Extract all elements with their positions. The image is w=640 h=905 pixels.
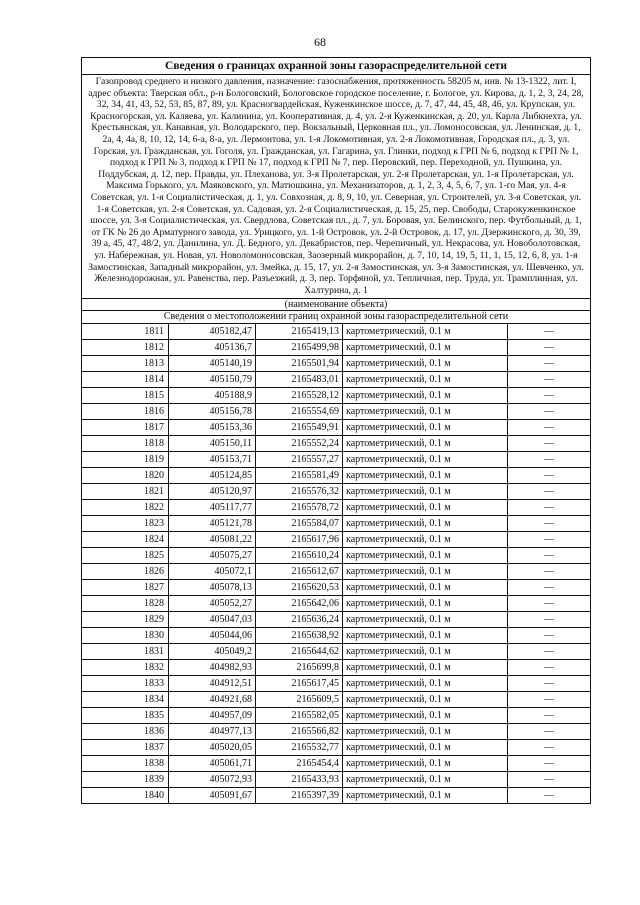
method-cell: картометрический, 0.1 м (343, 564, 508, 580)
x-coordinate-cell: 405182,47 (169, 324, 256, 340)
point-number-cell: 1811 (82, 324, 169, 340)
point-number-cell: 1832 (82, 660, 169, 676)
point-number-cell: 1838 (82, 756, 169, 772)
point-number-cell: 1823 (82, 516, 169, 532)
y-coordinate-cell: 2165644,62 (256, 644, 343, 660)
method-cell: картометрический, 0.1 м (343, 516, 508, 532)
table-row (82, 724, 590, 740)
y-coordinate-cell: 2165612,67 (256, 564, 343, 580)
y-coordinate-cell: 2165549,91 (256, 420, 343, 436)
table-row (82, 356, 590, 372)
y-coordinate-cell: 2165483,01 (256, 372, 343, 388)
description-cell: — (508, 724, 591, 740)
x-coordinate-cell: 405049,2 (169, 644, 256, 660)
method-cell: картометрический, 0.1 м (343, 660, 508, 676)
method-cell: картометрический, 0.1 м (343, 788, 508, 804)
point-number-cell: 1815 (82, 388, 169, 404)
point-number-cell: 1813 (82, 356, 169, 372)
point-number-cell: 1826 (82, 564, 169, 580)
x-coordinate-cell: 405124,85 (169, 468, 256, 484)
y-coordinate-cell: 2165566,82 (256, 724, 343, 740)
table-row (82, 500, 590, 516)
description-cell: — (508, 628, 591, 644)
method-cell: картометрический, 0.1 м (343, 420, 508, 436)
section-title: Сведения о местоположении границ охранной зоны газораспределительной сети (82, 311, 590, 324)
description-cell: — (508, 324, 591, 340)
x-coordinate-cell: 405052,27 (169, 596, 256, 612)
point-number-cell: 1827 (82, 580, 169, 596)
x-coordinate-cell: 404957,09 (169, 708, 256, 724)
table-row (82, 772, 590, 788)
y-coordinate-cell: 2165642,06 (256, 596, 343, 612)
description-cell: — (508, 548, 591, 564)
description-cell: — (508, 340, 591, 356)
x-coordinate-cell: 405120,97 (169, 484, 256, 500)
y-coordinate-cell: 2165501,94 (256, 356, 343, 372)
x-coordinate-cell: 405156,78 (169, 404, 256, 420)
method-cell: картометрический, 0.1 м (343, 612, 508, 628)
table-row (82, 644, 590, 660)
table-row (82, 452, 590, 468)
method-cell: картометрический, 0.1 м (343, 532, 508, 548)
point-number-cell: 1818 (82, 436, 169, 452)
table-row (82, 420, 590, 436)
x-coordinate-cell: 405117,77 (169, 500, 256, 516)
object-caption: (наименование объекта) (82, 299, 590, 311)
point-number-cell: 1821 (82, 484, 169, 500)
page-number: 68 (314, 35, 326, 49)
description-cell: — (508, 436, 591, 452)
y-coordinate-cell: 2165397,39 (256, 788, 343, 804)
description-cell: — (508, 788, 591, 804)
table-row (82, 388, 590, 404)
description-cell: — (508, 500, 591, 516)
point-number-cell: 1812 (82, 340, 169, 356)
description-cell: — (508, 452, 591, 468)
y-coordinate-cell: 2165582,05 (256, 708, 343, 724)
table-row (82, 692, 590, 708)
method-cell: картометрический, 0.1 м (343, 484, 508, 500)
table-row (82, 404, 590, 420)
y-coordinate-cell: 2165454,4 (256, 756, 343, 772)
description-cell: — (508, 388, 591, 404)
table-row (82, 740, 590, 756)
method-cell: картометрический, 0.1 м (343, 404, 508, 420)
y-coordinate-cell: 2165578,72 (256, 500, 343, 516)
method-cell: картометрический, 0.1 м (343, 500, 508, 516)
description-cell: — (508, 756, 591, 772)
point-number-cell: 1831 (82, 644, 169, 660)
y-coordinate-cell: 2165581,49 (256, 468, 343, 484)
description-cell: — (508, 516, 591, 532)
table-row (82, 548, 590, 564)
description-cell: — (508, 404, 591, 420)
y-coordinate-cell: 2165552,24 (256, 436, 343, 452)
point-number-cell: 1819 (82, 452, 169, 468)
table-row (82, 324, 590, 340)
method-cell: картометрический, 0.1 м (343, 644, 508, 660)
table-row (82, 372, 590, 388)
x-coordinate-cell: 405150,11 (169, 436, 256, 452)
description-cell: — (508, 468, 591, 484)
x-coordinate-cell: 405121,78 (169, 516, 256, 532)
point-number-cell: 1822 (82, 500, 169, 516)
x-coordinate-cell: 404912,51 (169, 676, 256, 692)
x-coordinate-cell: 404982,93 (169, 660, 256, 676)
table-row (82, 436, 590, 452)
method-cell: картометрический, 0.1 м (343, 324, 508, 340)
x-coordinate-cell: 404977,13 (169, 724, 256, 740)
point-number-cell: 1814 (82, 372, 169, 388)
method-cell: картометрический, 0.1 м (343, 756, 508, 772)
document-frame (81, 57, 591, 804)
method-cell: картометрический, 0.1 м (343, 740, 508, 756)
point-number-cell: 1825 (82, 548, 169, 564)
y-coordinate-cell: 2165609,5 (256, 692, 343, 708)
object-description: Газопровод среднего и низкого давления, назначение: газоснабжения, протяженность 58205 м, инв. № 13-1322, лит. I, адрес объекта: Тверская обл., р-н Бологовский, Бологовское городское поселение, г. Бологое, ул. Кирова, д. 1, 2, 3, 24, 28, 32, 34, 41, 43, 52, 53, 85, 87, 89, ул. Красногвардейская, Куженкинское шоссе, д. 7, 47, 44, 45, 48, 46, ул. Крупская, ул. Красногорская, ул. Каляева, ул. Калинина, ул. Кооперативная, д. 4, ул. 2-я Куженкинская, д. 20, ул. Карла Либкнехта, ул. Крестьянская, ул. Канавная, ул. Володарского, пер. Вокзальный, Церковная пл., ул. Ломоносовская, ул. Ленинская, д. 1, 2а, 4, 4а, 8, 10, 12, 14, 6-а, 8-а, ул. Лермонтова, ул. 1-я Локомотивная, ул. 2-я Локомотивная, Городская пл., д. 3, ул. Горская, ул. Гражданская, ул. Гоголя, ул. Гражданская, ул. Гагарина, ул. Глинки, подход к ГРП № 6, подход к ГРП № 1, подход к ГРП № 3, подход к ГРП № 17, подход к ГРП № 7, пер. Перовский, пер. Переходной, ул. Пушкина, ул. Поддубская, д. 12, пер. Правды, ул. Плеханова, ул. 3-я Пролетарская, ул. 2-я Пролетарская, ул. 1-я Пролетарская, ул. Максима Горького, ул. Маяковского, ул. Матюшкина, ул. Механизаторов, д. 1, 2, 3, 4, 5, 6, 7, ул. 1-го Мая, ул. 4-я Советская, ул. 1-я Социалистическая, д. 1, ул. Совхозная, д. 8, 9, 10, ул. Северная, ул. Строителей, ул. 3-я Советская, ул. 1-я Советская, ул. 2-я Советская, ул. Садовая, ул. 2-я Социалистическая, д. 15, 25, пер. Свободы, Старокуженкинское шоссе, ул. 3-я Социалистическая, ул. Свердлова, Советская пл., д. 7, ул. Боровая, ул. Белинского, пер. Футбольный, д. 1, от ГК № 26 до Арматурного завода, ул. Урицкого, ул. 1-й Островок, ул. 2-й Островок, д. 17, ул. Дзержинского, д. 30, 39, 39 а, 45, 47, 48/2, ул. Данилина, ул. Д. Бедного, ул. Декабристов, пер. Черепичный, ул. Некрасова, ул. Новоболотовская, ул. Набережная, ул. Новая, ул. Новоломоносовская, Заозерный микрорайон, д. 7, 10, 14, 19, 5, 11, 1, 15, 12, 6, 8, ул. 1-я Замостинская, Западный микрорайон, ул. Змейка, д. 15, 17, ул. 2-я Замостинская, ул. 3-я Замостинская, ул. Шевченко, ул. Железнодорожная, ул. Равенства, пер. Разъезжий, д. 3, пер. Торфяной, ул. Тепличная, пер. Труда, ул. Трамплинная, ул. Халтурина, д. 1 (82, 75, 590, 299)
point-number-cell: 1837 (82, 740, 169, 756)
x-coordinate-cell: 405188,9 (169, 388, 256, 404)
x-coordinate-cell: 405061,71 (169, 756, 256, 772)
method-cell: картометрический, 0.1 м (343, 548, 508, 564)
method-cell: картометрический, 0.1 м (343, 708, 508, 724)
point-number-cell: 1829 (82, 612, 169, 628)
coordinates-table (82, 324, 590, 803)
point-number-cell: 1833 (82, 676, 169, 692)
description-cell: — (508, 772, 591, 788)
y-coordinate-cell: 2165557,27 (256, 452, 343, 468)
description-cell: — (508, 644, 591, 660)
description-cell: — (508, 356, 591, 372)
table-row (82, 340, 590, 356)
method-cell: картометрический, 0.1 м (343, 596, 508, 612)
x-coordinate-cell: 405078,13 (169, 580, 256, 596)
description-cell: — (508, 692, 591, 708)
y-coordinate-cell: 2165576,32 (256, 484, 343, 500)
x-coordinate-cell: 405091,67 (169, 788, 256, 804)
method-cell: картометрический, 0.1 м (343, 724, 508, 740)
method-cell: картометрический, 0.1 м (343, 340, 508, 356)
table-row (82, 628, 590, 644)
x-coordinate-cell: 405153,36 (169, 420, 256, 436)
table-row (82, 468, 590, 484)
y-coordinate-cell: 2165433,93 (256, 772, 343, 788)
y-coordinate-cell: 2165499,98 (256, 340, 343, 356)
y-coordinate-cell: 2165638,92 (256, 628, 343, 644)
method-cell: картометрический, 0.1 м (343, 356, 508, 372)
y-coordinate-cell: 2165528,12 (256, 388, 343, 404)
point-number-cell: 1824 (82, 532, 169, 548)
point-number-cell: 1835 (82, 708, 169, 724)
y-coordinate-cell: 2165584,07 (256, 516, 343, 532)
y-coordinate-cell: 2165620,53 (256, 580, 343, 596)
description-cell: — (508, 484, 591, 500)
table-row (82, 532, 590, 548)
method-cell: картометрический, 0.1 м (343, 772, 508, 788)
x-coordinate-cell: 405140,19 (169, 356, 256, 372)
x-coordinate-cell: 404921,68 (169, 692, 256, 708)
description-cell: — (508, 660, 591, 676)
description-cell: — (508, 596, 591, 612)
description-cell: — (508, 708, 591, 724)
x-coordinate-cell: 405072,93 (169, 772, 256, 788)
description-cell: — (508, 612, 591, 628)
point-number-cell: 1816 (82, 404, 169, 420)
x-coordinate-cell: 405072,1 (169, 564, 256, 580)
method-cell: картометрический, 0.1 м (343, 388, 508, 404)
document-title: Сведения о границах охранной зоны газораспределительной сети (82, 58, 590, 75)
x-coordinate-cell: 405150,79 (169, 372, 256, 388)
description-cell: — (508, 532, 591, 548)
x-coordinate-cell: 405136,7 (169, 340, 256, 356)
description-cell: — (508, 740, 591, 756)
x-coordinate-cell: 405075,27 (169, 548, 256, 564)
method-cell: картометрический, 0.1 м (343, 372, 508, 388)
y-coordinate-cell: 2165419,13 (256, 324, 343, 340)
table-row (82, 596, 590, 612)
coordinates-table-body (82, 324, 590, 803)
method-cell: картометрический, 0.1 м (343, 452, 508, 468)
x-coordinate-cell: 405020,05 (169, 740, 256, 756)
y-coordinate-cell: 2165532,77 (256, 740, 343, 756)
description-cell: — (508, 420, 591, 436)
y-coordinate-cell: 2165617,45 (256, 676, 343, 692)
method-cell: картометрический, 0.1 м (343, 692, 508, 708)
y-coordinate-cell: 2165617,96 (256, 532, 343, 548)
table-row (82, 708, 590, 724)
point-number-cell: 1839 (82, 772, 169, 788)
point-number-cell: 1820 (82, 468, 169, 484)
method-cell: картометрический, 0.1 м (343, 468, 508, 484)
method-cell: картометрический, 0.1 м (343, 676, 508, 692)
table-row (82, 612, 590, 628)
table-row (82, 756, 590, 772)
table-row (82, 484, 590, 500)
y-coordinate-cell: 2165699,8 (256, 660, 343, 676)
x-coordinate-cell: 405081,22 (169, 532, 256, 548)
x-coordinate-cell: 405044,06 (169, 628, 256, 644)
description-cell: — (508, 580, 591, 596)
description-cell: — (508, 564, 591, 580)
y-coordinate-cell: 2165610,24 (256, 548, 343, 564)
table-row (82, 788, 590, 804)
table-row (82, 660, 590, 676)
x-coordinate-cell: 405153,71 (169, 452, 256, 468)
point-number-cell: 1828 (82, 596, 169, 612)
point-number-cell: 1840 (82, 788, 169, 804)
description-cell: — (508, 676, 591, 692)
table-row (82, 564, 590, 580)
point-number-cell: 1834 (82, 692, 169, 708)
point-number-cell: 1817 (82, 420, 169, 436)
method-cell: картометрический, 0.1 м (343, 628, 508, 644)
table-row (82, 676, 590, 692)
point-number-cell: 1830 (82, 628, 169, 644)
x-coordinate-cell: 405047,03 (169, 612, 256, 628)
method-cell: картометрический, 0.1 м (343, 580, 508, 596)
y-coordinate-cell: 2165636,24 (256, 612, 343, 628)
point-number-cell: 1836 (82, 724, 169, 740)
table-row (82, 516, 590, 532)
table-row (82, 580, 590, 596)
y-coordinate-cell: 2165554,69 (256, 404, 343, 420)
method-cell: картометрический, 0.1 м (343, 436, 508, 452)
description-cell: — (508, 372, 591, 388)
